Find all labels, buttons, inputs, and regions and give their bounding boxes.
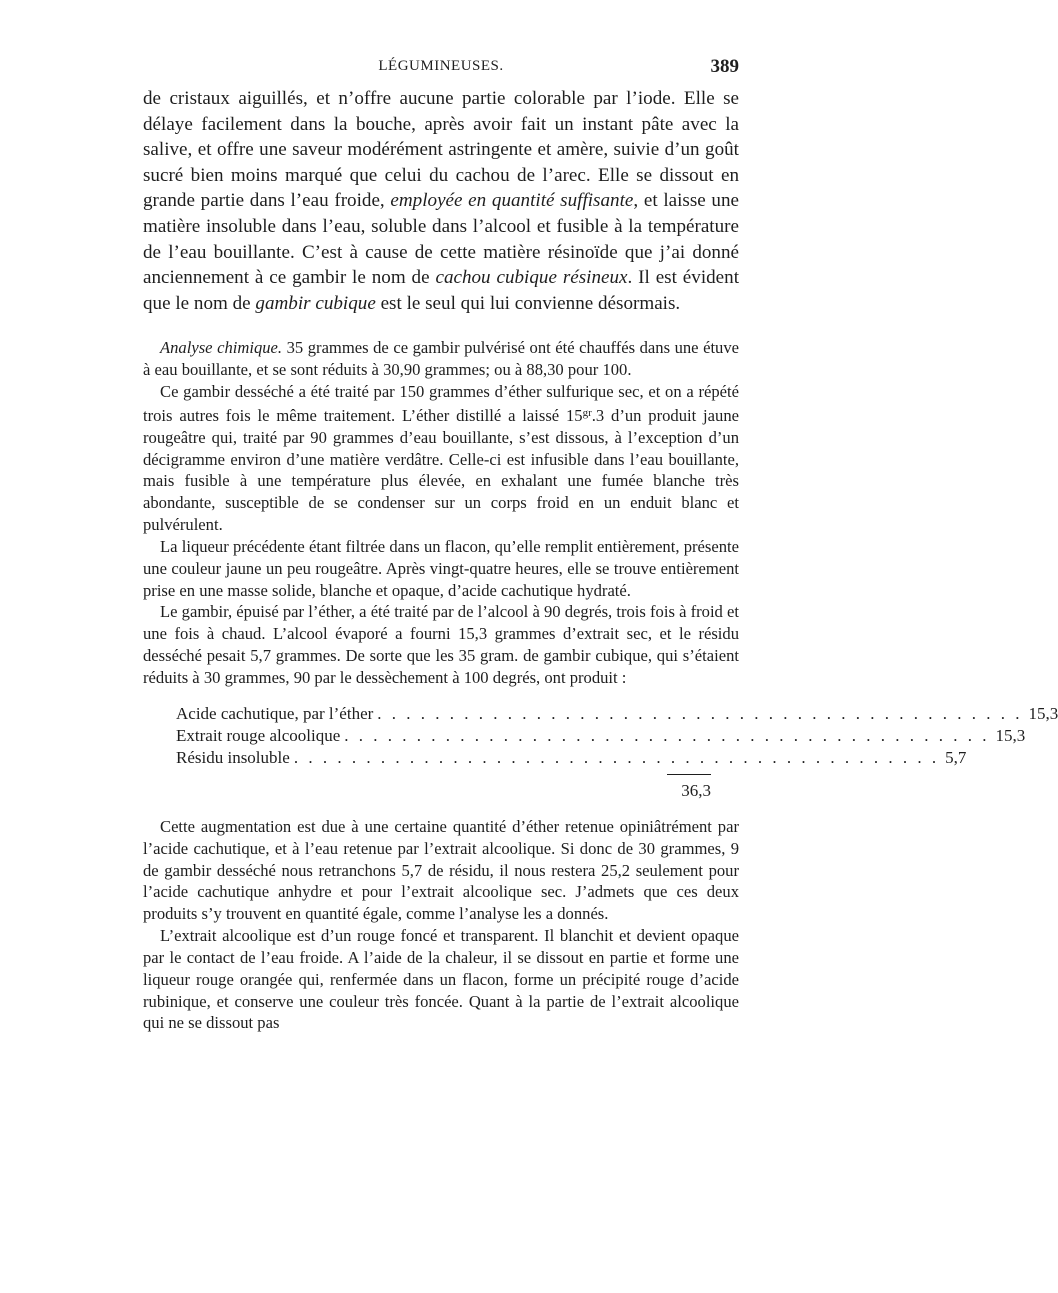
italic-phrase: cachou cubique résineux bbox=[435, 267, 628, 289]
leader-dots: . . . . . . . . . . . . . . . . . . . . . . . . . . . . . . . . . . . . . . . . . . . . . bbox=[377, 703, 1023, 723]
running-title: LÉGUMINEUSES. bbox=[378, 58, 504, 74]
result-label: Extrait rouge alcoolique bbox=[176, 725, 341, 745]
results-table bbox=[176, 703, 1058, 802]
paragraph-alcoholic-extract: L’extrait alcoolique est d’un rouge foncé et transparent. Il blanchit et devient opaque par le contact de l’eau froide. A l’aide de la chaleur, il se dissout en partie et forme une liqueur rouge orangée qui, renfermée dans un flacon, forme un précipité rouge d’acide rubinique, et conserve une couleur très foncée. Quant à la partie de l’extrait alcoolique qui ne se dissout pas bbox=[143, 926, 739, 1033]
result-value: 15,3 bbox=[1028, 703, 1058, 723]
result-label: Acide cachutique, par l’éther bbox=[176, 703, 374, 723]
leader-dots: . . . . . . . . . . . . . . . . . . . . . . . . . . . . . . . . . . . . . . . . . . . . . bbox=[293, 747, 940, 767]
grams-superscript: gr bbox=[582, 406, 592, 419]
running-head bbox=[143, 56, 739, 86]
italic-phrase: employée en quantité suffisante bbox=[390, 190, 634, 212]
paragraph-ether-treatment: Ce gambir desséché a été traité par 150 grammes d’éther sulfurique sec, et on a répété trois autres fois le même traitement. L’éther distillé a laissé $15^{gr}.3$ d’un produit jaune rougeâtre qui, traité par 90 grammes d’eau bouillante, s’est dissous, à l’exception d’un décigramme environ d’une matière verdâtre. Celle-ci est infusible dans l’eau bouillante, mais fusible à une température plus élevée, en exhalant une fumée blanche très abondante, susceptible de se condenser sur un corps froid en un enduit blanc et pulvérulent. bbox=[143, 382, 739, 535]
sum-rule bbox=[667, 774, 711, 775]
result-row bbox=[176, 703, 1058, 725]
paragraph-chemical-analysis: Analyse chimique. 35 grammes de ce gambir pulvérisé ont été chauffés dans une étuve à eau bouillante, et se sont réduits à 30,90 grammes; ou à 88,30 pour 100. bbox=[143, 338, 740, 380]
result-total: 36,3 bbox=[681, 780, 711, 800]
book-page bbox=[143, 56, 1058, 1034]
leader-dots: . . . . . . . . . . . . . . . . . . . . . . . . . . . . . . . . . . . . . . . . . . . . . bbox=[344, 725, 990, 745]
paragraph-augmentation: Cette augmentation est due à une certaine quantité d’éther retenue opiniâtrément par l’acide cachutique, et à l’eau retenue par l’extrait alcoolique. Si donc de 30 grammes, 9 de gambir desséché nous retranchons 5,7 de résidu, il nous restera 25,2 seulement pour l’acide cachutique anhydre et pour l’extrait alcoolique sec. J’admets que ces deux produits s’y trouvent en quantité égale, comme l’analyse les a donnés. bbox=[143, 816, 739, 924]
paragraph-liquor: La liqueur précédente étant filtrée dans un flacon, qu’elle remplit entièrement, présente une couleur jaune un peu rougeâtre. Après vingt-quatre heures, elle se trouve entièrement prise en une masse solide, blanche et opaque, d’acide cachutique hydraté. bbox=[143, 536, 739, 600]
result-value: 15,3 bbox=[995, 725, 1026, 745]
result-row bbox=[176, 747, 967, 769]
result-value: 5,7 bbox=[945, 747, 967, 767]
italic-phrase: gambir cubique bbox=[255, 292, 376, 314]
paragraph-alcohol-treatment: Le gambir, épuisé par l’éther, a été traité par de l’alcool à 90 degrés, trois fois à froid et une fois à chaud. L’alcool évaporé a fourni 15,3 grammes d’extrait sec, et le résidu desséché pesait 5,7 grammes. De sorte que les 35 gram. de gambir cubique, qui s’étaient réduits à 30 grammes, 90 par le dessèchement à 100 degrés, ont produit : bbox=[143, 602, 739, 687]
result-row bbox=[176, 725, 1026, 747]
paragraph-gambir-description: de cristaux aiguillés, et n’offre aucune partie colorable par l’iode. Elle se délaye facilement dans la bouche, après avoir fait un instant pâte avec la salive, et offre une saveur modérément astringente et amère, suivie d’un goût sucré bien moins marqué que celui du cachou de l’arec. Elle se dissout en grande partie dans l’eau froide, employée en quantité suffisante, et laisse une matière insoluble dans l’eau, soluble dans l’alcool et fusible à la température de l’eau bouillante. C’est à cause de cette matière résinoïde que j’ai donné anciennement à ce gambir le nom de cachou cubique résineux. Il est évident que le nom de gambir cubique est le seul qui lui convienne désormais. bbox=[143, 88, 739, 314]
section-heading-italic: Analyse chimique. bbox=[160, 338, 283, 358]
result-label: Résidu insoluble bbox=[176, 747, 290, 767]
page-number: 389 bbox=[710, 56, 739, 77]
